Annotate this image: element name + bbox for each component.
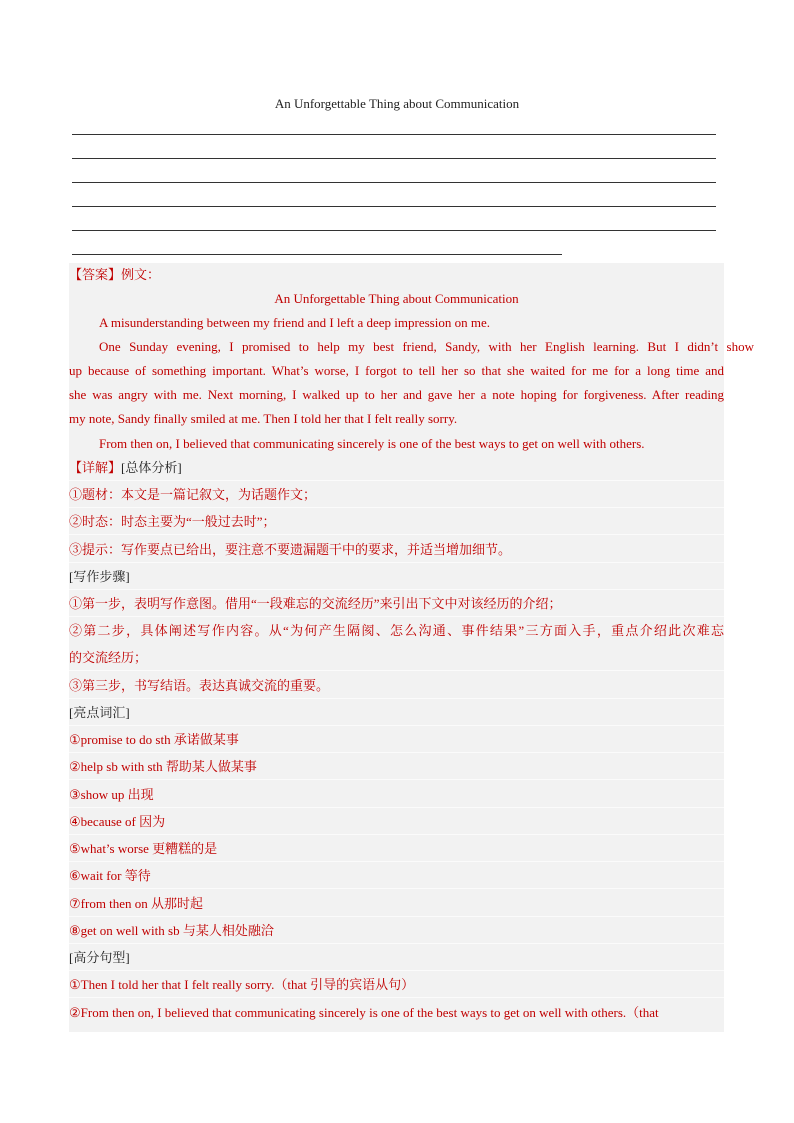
essay-paragraph-2-line-4: my note, Sandy finally smiled at me. Then I told her that I felt really sorry. [69,411,458,426]
answer-label: 例文： [121,267,161,282]
essay-paragraph-1: A misunderstanding between my friend and I left a deep impression on me. [99,315,490,330]
essay-paragraph-3: From then on, I believed that communicating sincerely is one of the best ways to get on well with others. [99,436,645,451]
step-1: ①第一步，表明写作意图。借用“一段难忘的交流经历”来引出下文中对该经历的介绍； [69,592,724,617]
analysis-tip: ③提示：写作要点已给出，要注意不要遗漏题干中的要求，并适当增加细节。 [69,538,724,563]
detail-heading [69,456,724,481]
writing-line [72,206,716,207]
essay-paragraph-2-line-3: she was angry with me. Next morning, I walked up to her and gave her a note hoping for forgiveness. After reading [69,387,724,402]
vocab-item: ⑥wait for 等待 [69,864,724,889]
essay-title: An Unforgettable Thing about Communication [274,291,519,306]
step-3: ③第三步，书写结语。表达真诚交流的重要。 [69,674,724,699]
essay-paragraph-2-line-1: One Sunday evening, I promised to help my best friend, Sandy, with her English learning. But I didn’t show [99,339,754,354]
sentence-pattern-1: ①Then I told her that I felt really sorry.（that 引导的宾语从句） [69,973,724,998]
writing-line [72,134,716,135]
vocab-item: ⑧get on well with sb 与某人相处融洽 [69,919,724,944]
writing-line [72,158,716,159]
detail-tag: 【详解】 [69,460,122,475]
analysis-topic: ①题材：本文是一篇记叙文，为话题作文； [69,483,724,508]
overall-analysis-label: [总体分析] [121,460,182,475]
vocab-item: ④because of 因为 [69,810,724,835]
step-2-line-1: ②第二步，具体阐述写作内容。从“为何产生隔阂、怎么沟通、事件结果”三方面入手，重点介绍此次难忘 [69,623,724,638]
analysis-tense: ②时态：时态主要为“一般过去时”； [69,510,724,535]
vocab-heading: [亮点词汇] [69,701,724,726]
writing-line [72,254,562,255]
answer-tag: 【答案】 [69,267,122,282]
steps-heading: [写作步骤] [69,565,724,590]
answer-section [69,263,754,1032]
sentence-pattern-2: ②From then on, I believed that communicating sincerely is one of the best ways to get on well with others.（that [69,1005,659,1020]
vocab-item: ②help sb with sth 帮助某人做某事 [69,755,724,780]
step-2-line-2: 的交流经历； [69,646,724,671]
vocab-item: ⑤what’s worse 更糟糕的是 [69,837,724,862]
essay-paragraph-2-line-2: up because of something important. What’s worse, I forgot to tell her so that she waited for me for a long time and [69,363,724,378]
writing-line [72,182,716,183]
sentence-heading: [高分句型] [69,946,724,971]
answer-heading [69,263,724,287]
vocab-item: ⑦from then on 从那时起 [69,892,724,917]
exercise-title: An Unforgettable Thing about Communication [274,96,520,111]
writing-line [72,230,716,231]
vocab-item: ③show up 出现 [69,783,724,808]
vocab-item: ①promise to do sth 承诺做某事 [69,728,724,753]
